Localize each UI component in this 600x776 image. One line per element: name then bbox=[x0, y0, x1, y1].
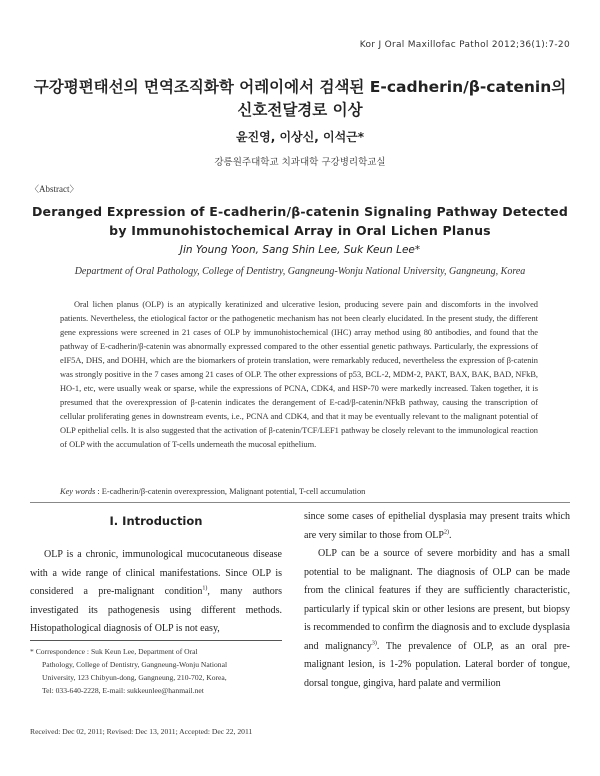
right-column bbox=[304, 508, 570, 693]
korean-authors: 윤진영, 이상신, 이석근* bbox=[235, 130, 365, 144]
korean-title: 구강평편태선의 면역조직화학 어레이에서 검색된 E-cadherin/β-catenin의 신호전달경로 이상 bbox=[33, 78, 567, 119]
english-affiliation: Department of Oral Pathology, College of Dentistry, Gangneung-Wonju National University, Gangneung, Korea bbox=[74, 266, 526, 277]
received-dates: Received: Dec 02, 2011; Revised: Dec 13, 2011; Accepted: Dec 22, 2011 bbox=[30, 727, 253, 736]
journal-reference: Kor J Oral Maxillofac Pathol 2012;36(1):7-20 bbox=[359, 40, 570, 50]
intro-paragraph-1: OLP is a chronic, immunological mucocutaneous disease with a wide range of clinical manifestations. Since OLP is considered a pre-malignant condition$^{1)}$, many authors investigated its pathogenesis using different methods. Histopathological diagnosis of OLP is not easy, bbox=[30, 549, 283, 634]
abstract-text: Oral lichen planus (OLP) is an atypically keratinized and ulcerative lesion, producing severe pain and discomforts in the involved patients. Nevertheless, the etiological factor or the pathogenetic mechanism has not been clearly elucidated. In the present study, the different gene expressions were screened in 21 cases of OLP by immunohistochemical (IHC) array method using 80 antibodies, and found that the pathway of E-cadherin/β-catenin was abnormally expressed compared to the other essential genetic pathways. Particularly, the expressions of eIF5A, DHS, and DOHH, which are the biomarkers of protein translation, were remarkably reduced, nevertheless the expression of β-catenin was strongly positive in the 7 cases among 21 cases of OLP. The other expressions of p53, BCL-2, MDM-2, PAKT, BAX, BAK, BAD, NFkB, HO-1, etc, were usually weak or sparse, while the expressions of PCNA, CDK4, and HSP-70 were markedly increased. Taken together, it is presumed that the overexpression of β-catenin indicates the derangement of E-cad/β-catenin/NFkB pathway, causing the transcription of cellular proliferating genes in downstream events, i.e., PCNA and CDK4, and that it may be eventually relevant to the malignant potential of OLP epithelial cells. It is also suggested that the activation of β-catenin/TCF/LEF1 pathway be closely relevant to the immunological reaction of OLP with the accumulation of T-cells underneath the mucosal epithelium. bbox=[60, 300, 538, 449]
left-column bbox=[30, 508, 282, 639]
english-title: Deranged Expression of E-cadherin/β-catenin Signaling Pathway Detected by Immunohistochemical Array in Oral Lichen Planus bbox=[31, 204, 568, 238]
korean-affiliation: 강릉원주대학교 치과대학 구강병리학교실 bbox=[214, 157, 386, 168]
reference-marker: 2) bbox=[443, 529, 449, 536]
abstract-tag: 〈Abstract〉 bbox=[30, 184, 79, 194]
correspondence-footnote bbox=[30, 640, 282, 697]
footnote-line: Pathology, College of Dentistry, Gangneung-Wonju National bbox=[42, 660, 228, 669]
divider bbox=[30, 502, 570, 503]
keywords-list: : E-cadherin/β-catenin overexpression, Malignant potential, T-cell accumulation bbox=[97, 487, 366, 496]
footnote-line: University, 123 Chibyun-dong, Gangneung, 210-702, Korea, bbox=[42, 673, 227, 682]
footnote-line: * Correspondence : Suk Keun Lee, Department of Oral bbox=[30, 647, 198, 656]
intro-paragraph-2: OLP can be a source of severe morbidity and has a small potential to be malignant. The diagnosis of OLP can be made from the clinical features if they are sufficiently characteristic, particularly if typical skin or other lesions are present, but biopsy is recommended to confirm the diagnosis and to exclude dysplasia and malignancy$^{3)}$. The prevalence of OLP, as an oral pre-malignant lesion, is 1-2% population. Lateral border of tongue, dorsal tongue, gingiva, hard palate and vermilion bbox=[304, 548, 570, 689]
section-heading: Ⅰ. Introduction bbox=[109, 514, 203, 528]
english-authors: Jin Young Yoon, Sang Shin Lee, Suk Keun Lee* bbox=[179, 244, 421, 256]
footnote-line: Tel: 033-640-2228, E-mail: sukkeunlee@hanmail.net bbox=[42, 686, 204, 695]
reference-marker: 1) bbox=[202, 585, 208, 592]
keywords bbox=[60, 487, 538, 496]
intro-paragraph-continued: since some cases of epithelial dysplasia may present traits which are very similar to those from OLP$^{2)}$. bbox=[304, 511, 570, 541]
reference-marker: 3) bbox=[371, 640, 377, 647]
keywords-label: Key words bbox=[60, 487, 96, 496]
